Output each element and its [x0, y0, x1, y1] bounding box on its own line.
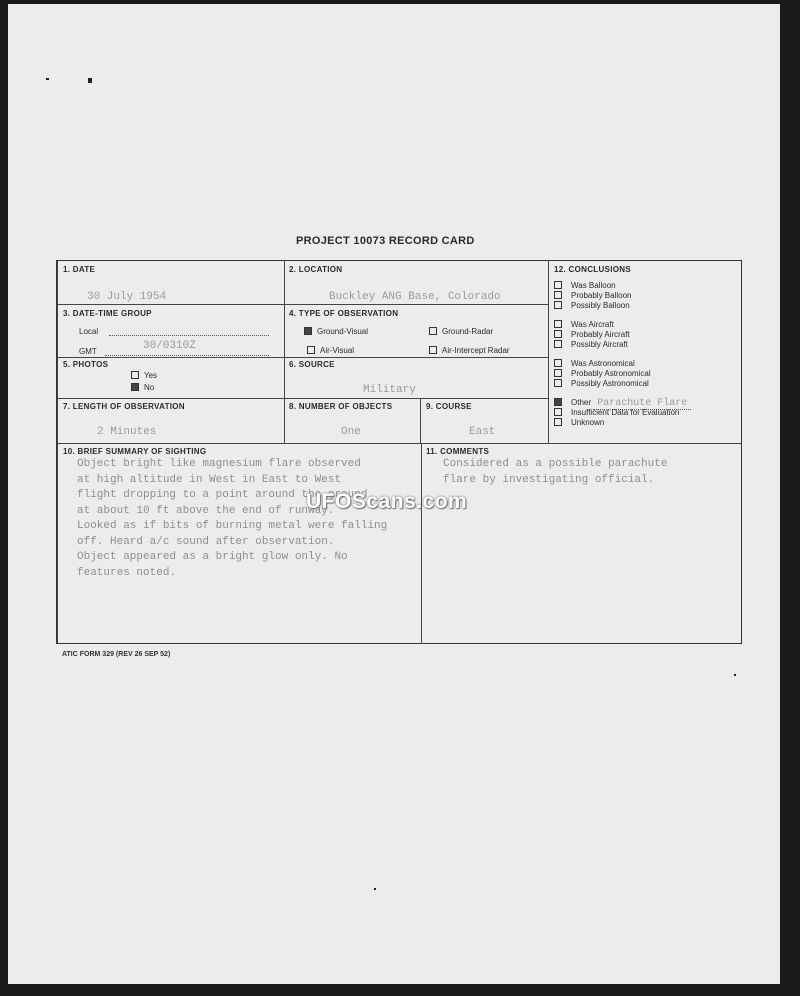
grid-line: [57, 357, 548, 358]
conclusion-possibly-balloon[interactable]: Possibly Balloon: [554, 301, 742, 311]
summary-line: flight dropping to a point around the ground: [77, 489, 368, 501]
length-label: 7. LENGTH OF OBSERVATION: [63, 402, 185, 411]
photos-yes[interactable]: Yes: [131, 371, 157, 380]
comments-line: flare by investigating official.: [443, 473, 655, 486]
conclusion-possibly-aircraft[interactable]: Possibly Aircraft: [554, 340, 742, 350]
gmt-value: 30/0310Z: [143, 340, 196, 352]
objects-label: 8. NUMBER OF OBJECTS: [289, 402, 393, 411]
summary-line: Object appeared as a bright glow only. No: [77, 551, 348, 563]
date-value: 30 July 1954: [87, 291, 167, 303]
conclusion-was-aircraft[interactable]: Was Aircraft: [554, 320, 742, 330]
obs-ground-visual[interactable]: Ground-Visual: [304, 327, 368, 336]
conclusions-list: [554, 281, 742, 428]
conclusion-unknown[interactable]: Unknown: [554, 418, 742, 428]
grid-line: [548, 261, 549, 443]
course-label: 9. COURSE: [426, 402, 472, 411]
checkbox-icon: [554, 359, 562, 367]
observation-type-label: 4. TYPE OF OBSERVATION: [289, 309, 399, 318]
summary-line: features noted.: [77, 566, 177, 579]
comments-line: Considered as a possible parachute: [443, 458, 668, 470]
obs-air-visual[interactable]: Air-Visual: [307, 346, 354, 355]
checkbox-icon: [554, 369, 562, 377]
grid-line: [57, 443, 741, 444]
grid-line: [420, 398, 421, 443]
checkbox-icon: [429, 327, 437, 335]
source-label: 6. SOURCE: [289, 360, 335, 369]
other-value: Parachute Flare: [593, 398, 691, 410]
conclusion-other[interactable]: Other Parachute Flare: [554, 398, 742, 408]
grid-line: [284, 261, 285, 443]
watermark: UFOScans.com: [306, 490, 468, 513]
photos-label: 5. PHOTOS: [63, 360, 109, 369]
ink-speck: [88, 78, 92, 83]
comments-label: 11. COMMENTS: [426, 447, 490, 456]
datetime-label: 3. DATE-TIME GROUP: [63, 309, 152, 318]
obs-ground-radar[interactable]: Ground-Radar: [429, 327, 493, 336]
checkbox-icon: [554, 291, 562, 299]
checkbox-icon: [307, 346, 315, 354]
summary-label: 10. BRIEF SUMMARY OF SIGHTING: [63, 447, 207, 456]
checkbox-icon: [131, 383, 139, 391]
gmt-label: GMT: [79, 347, 97, 356]
conclusion-possibly-astronomical[interactable]: Possibly Astronomical: [554, 379, 742, 389]
summary-text: [77, 457, 387, 581]
objects-value: One: [341, 426, 361, 438]
conclusion-insufficient-data[interactable]: Insufficient Data for Evaluation: [554, 408, 742, 418]
gmt-field-line: [105, 355, 269, 356]
location-label: 2. LOCATION: [289, 265, 343, 274]
local-label: Local: [79, 327, 99, 336]
checkbox-icon: [554, 408, 562, 416]
record-card: [56, 260, 742, 644]
conclusions-label: 12. CONCLUSIONS: [554, 265, 631, 274]
ink-speck: [734, 674, 736, 676]
checkbox-icon: [554, 330, 562, 338]
ink-speck: [46, 78, 49, 80]
checkbox-icon: [554, 340, 562, 348]
card-title: PROJECT 10073 RECORD CARD: [296, 235, 475, 247]
summary-line: Object bright like magnesium flare observed: [77, 458, 361, 470]
local-field-line: [109, 335, 269, 336]
date-label: 1. DATE: [63, 265, 96, 274]
grid-line: [57, 261, 58, 643]
summary-line: Looked as if bits of burning metal were falling: [77, 520, 388, 532]
summary-line: off. Heard a/c sound after observation.: [77, 535, 335, 548]
checkbox-icon: [554, 379, 562, 387]
obs-air-intercept-radar[interactable]: Air-Intercept Radar: [429, 346, 510, 355]
location-value: Buckley ANG Base, Colorado: [329, 291, 501, 303]
grid-line: [421, 443, 422, 644]
conclusion-probably-astronomical[interactable]: Probably Astronomical: [554, 369, 742, 379]
checkbox-icon: [304, 327, 312, 335]
checkbox-icon: [131, 371, 139, 379]
grid-line: [57, 304, 548, 305]
conclusion-probably-aircraft[interactable]: Probably Aircraft: [554, 330, 742, 340]
checkbox-icon: [554, 418, 562, 426]
source-value: Military: [363, 384, 416, 396]
photos-no[interactable]: No: [131, 383, 154, 392]
grid-line: [57, 398, 548, 399]
checkbox-icon: [554, 281, 562, 289]
checkbox-icon: [554, 301, 562, 309]
comments-text: [443, 457, 667, 488]
summary-line: at high altitude in West in East to West: [77, 473, 342, 486]
ink-speck: [374, 888, 376, 890]
conclusion-probably-balloon[interactable]: Probably Balloon: [554, 291, 742, 301]
form-id: ATIC FORM 329 (REV 26 SEP 52): [62, 651, 171, 658]
conclusion-was-balloon[interactable]: Was Balloon: [554, 281, 742, 291]
checkbox-icon: [429, 346, 437, 354]
conclusion-was-astronomical[interactable]: Was Astronomical: [554, 359, 742, 369]
summary-line: at about 10 ft above the end of runway.: [77, 504, 335, 517]
course-value: East: [469, 426, 496, 438]
checkbox-icon: [554, 320, 562, 328]
checkbox-icon: [554, 398, 562, 406]
length-value: 2 Minutes: [97, 426, 157, 438]
